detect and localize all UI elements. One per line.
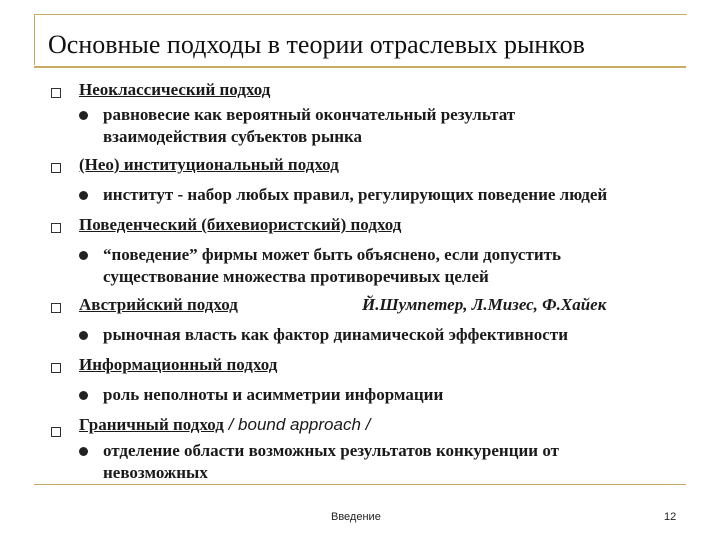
bullet-text: институт - набор любых правил, регулирующих поведение людей xyxy=(103,185,608,204)
round-bullet-icon xyxy=(79,391,88,400)
page-title: Основные подходы в теории отраслевых рынков xyxy=(48,30,585,59)
square-bullet-icon xyxy=(51,88,61,98)
square-bullet-icon xyxy=(51,427,61,437)
section-heading: Австрийский подход xyxy=(79,295,238,314)
section-heading-line xyxy=(79,415,370,435)
page-number: 12 xyxy=(664,511,677,523)
bullet-text: рыночная власть как фактор динамической эффективности xyxy=(103,325,569,344)
round-bullet-icon xyxy=(79,251,88,260)
bullet-text: роль неполноты и асимметрии информации xyxy=(103,385,444,404)
bullet-text-continued: невозможных xyxy=(103,463,208,482)
bullet-text: “поведение” фирмы может быть объяснено, если допустить xyxy=(103,245,561,264)
bullet-text: отделение области возможных результатов конкуренции от xyxy=(103,441,559,460)
section-heading: (Нео) институциональный подход xyxy=(79,155,339,174)
section-heading: Неоклассический подход xyxy=(79,80,271,99)
square-bullet-icon xyxy=(51,303,61,313)
square-bullet-icon xyxy=(51,223,61,233)
square-bullet-icon xyxy=(51,363,61,373)
section-heading: Граничный подход xyxy=(79,415,224,434)
bullet-text: равновесие как вероятный окончательный результат xyxy=(103,105,516,124)
round-bullet-icon xyxy=(79,191,88,200)
authors-note: Й.Шумпетер, Л.Мизес, Ф.Хайек xyxy=(362,295,607,314)
footer-label: Введение xyxy=(331,511,381,523)
round-bullet-icon xyxy=(79,331,88,340)
section-heading: Поведенческий (бихевиористский) подход xyxy=(79,215,402,234)
bullet-text-continued: взаимодействия субъектов рынка xyxy=(103,127,363,146)
square-bullet-icon xyxy=(51,163,61,173)
heading-english-note: / bound approach / xyxy=(223,415,371,434)
bullet-text-continued: существование множества противоречивых целей xyxy=(103,267,489,286)
round-bullet-icon xyxy=(79,447,88,456)
section-heading: Информационный подход xyxy=(79,355,278,374)
footer-divider xyxy=(34,484,686,485)
round-bullet-icon xyxy=(79,111,88,120)
